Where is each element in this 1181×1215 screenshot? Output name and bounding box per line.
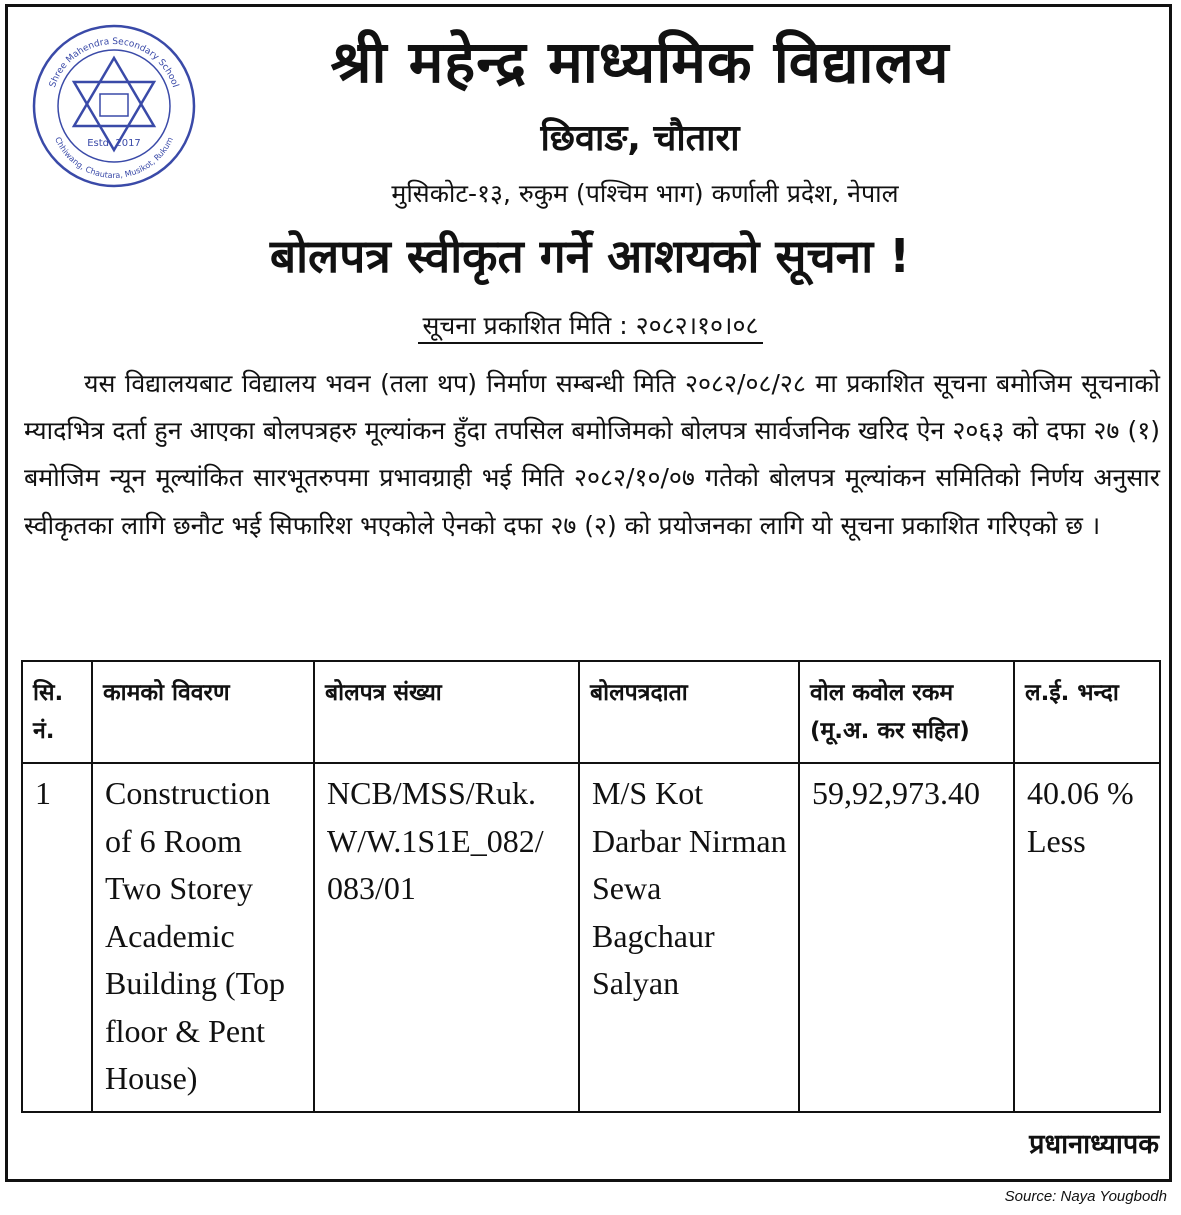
cell-bid-number: NCB/MSS/Ruk. W/W.1S1E_082/ 083/01	[314, 763, 579, 1112]
col-vs-estimate: ल.ई. भन्दा	[1014, 661, 1160, 763]
seal-established: Estd. 2017	[87, 138, 141, 149]
col-bidder: बोलपत्रदाता	[579, 661, 799, 763]
col-work-description: कामको विवरण	[92, 661, 314, 763]
source-credit: Source: Naya Yougbodh	[1004, 1188, 1167, 1205]
school-location: छिवाङ, चौतारा	[540, 118, 740, 159]
col-bid-number: बोलपत्र संख्या	[314, 661, 579, 763]
table-header-row	[22, 661, 1160, 763]
cell-bid-amount: 59,92,973.40	[799, 763, 1014, 1112]
publish-date-text: सूचना प्रकाशित मिति : २०८२।१०।०८	[418, 311, 762, 344]
signatory: प्रधानाध्यापक	[1029, 1129, 1159, 1160]
seal-text-top: Shree Mahendra Secondary School	[48, 36, 180, 89]
cell-vs-estimate: 40.06 % Less	[1014, 763, 1160, 1112]
table-row	[22, 763, 1160, 1112]
col-bid-amount: वोल कवोल रकम (मू.अ. कर सहित)	[799, 661, 1014, 763]
cell-work-description: Construction of 6 Room Two Storey Academic Building (Top floor & Pent House)	[92, 763, 314, 1112]
school-name: श्री महेन्द्र माध्यमिक विद्यालय	[330, 28, 950, 96]
col-serial: सि. नं.	[22, 661, 92, 763]
notice-title: बोलपत्र स्वीकृत गर्ने आशयको सूचना !	[269, 229, 911, 283]
notice-paragraph: यस विद्यालयबाट विद्यालय भवन (तला थप) निर्माण सम्बन्धी मिति २०८२/०८/२८ मा प्रकाशित सूचना बमोजिम सूचनाको म्यादभित्र दर्ता हुन आएका बोलपत्रहरु मूल्यांकन हुँदा तपसिल बमोजिमको बोलपत्र सार्वजनिक खरिद ऐन २०६३ को दफा २७ (१) बमोजिम न्यून मूल्यांकित सारभूतरुपमा प्रभावग्राही भई मिति २०८२/१०/०७ गतेको बोलपत्र मूल्यांकन समितिको निर्णय अनुसार स्वीकृतका लागि छनौट भई सिफारिश भएकोले ऐनको दफा २७ (२) को प्रयोजनका लागि यो सूचना प्रकाशित गरिएको छ ।	[24, 369, 1160, 540]
cell-bidder: M/S Kot Darbar Nirman Sewa Bagchaur Salyan	[579, 763, 799, 1112]
school-address: मुसिकोट-१३, रुकुम (पश्चिम भाग) कर्णाली प्रदेश, नेपाल	[391, 179, 899, 208]
notice-body	[24, 360, 1160, 549]
cell-serial: 1	[22, 763, 92, 1112]
school-seal-icon	[30, 22, 198, 190]
seal-text-bottom: Chhiwang, Chautara, Musikot, Rukum	[53, 135, 175, 181]
publish-date	[0, 308, 1181, 342]
bid-table	[21, 660, 1161, 1113]
